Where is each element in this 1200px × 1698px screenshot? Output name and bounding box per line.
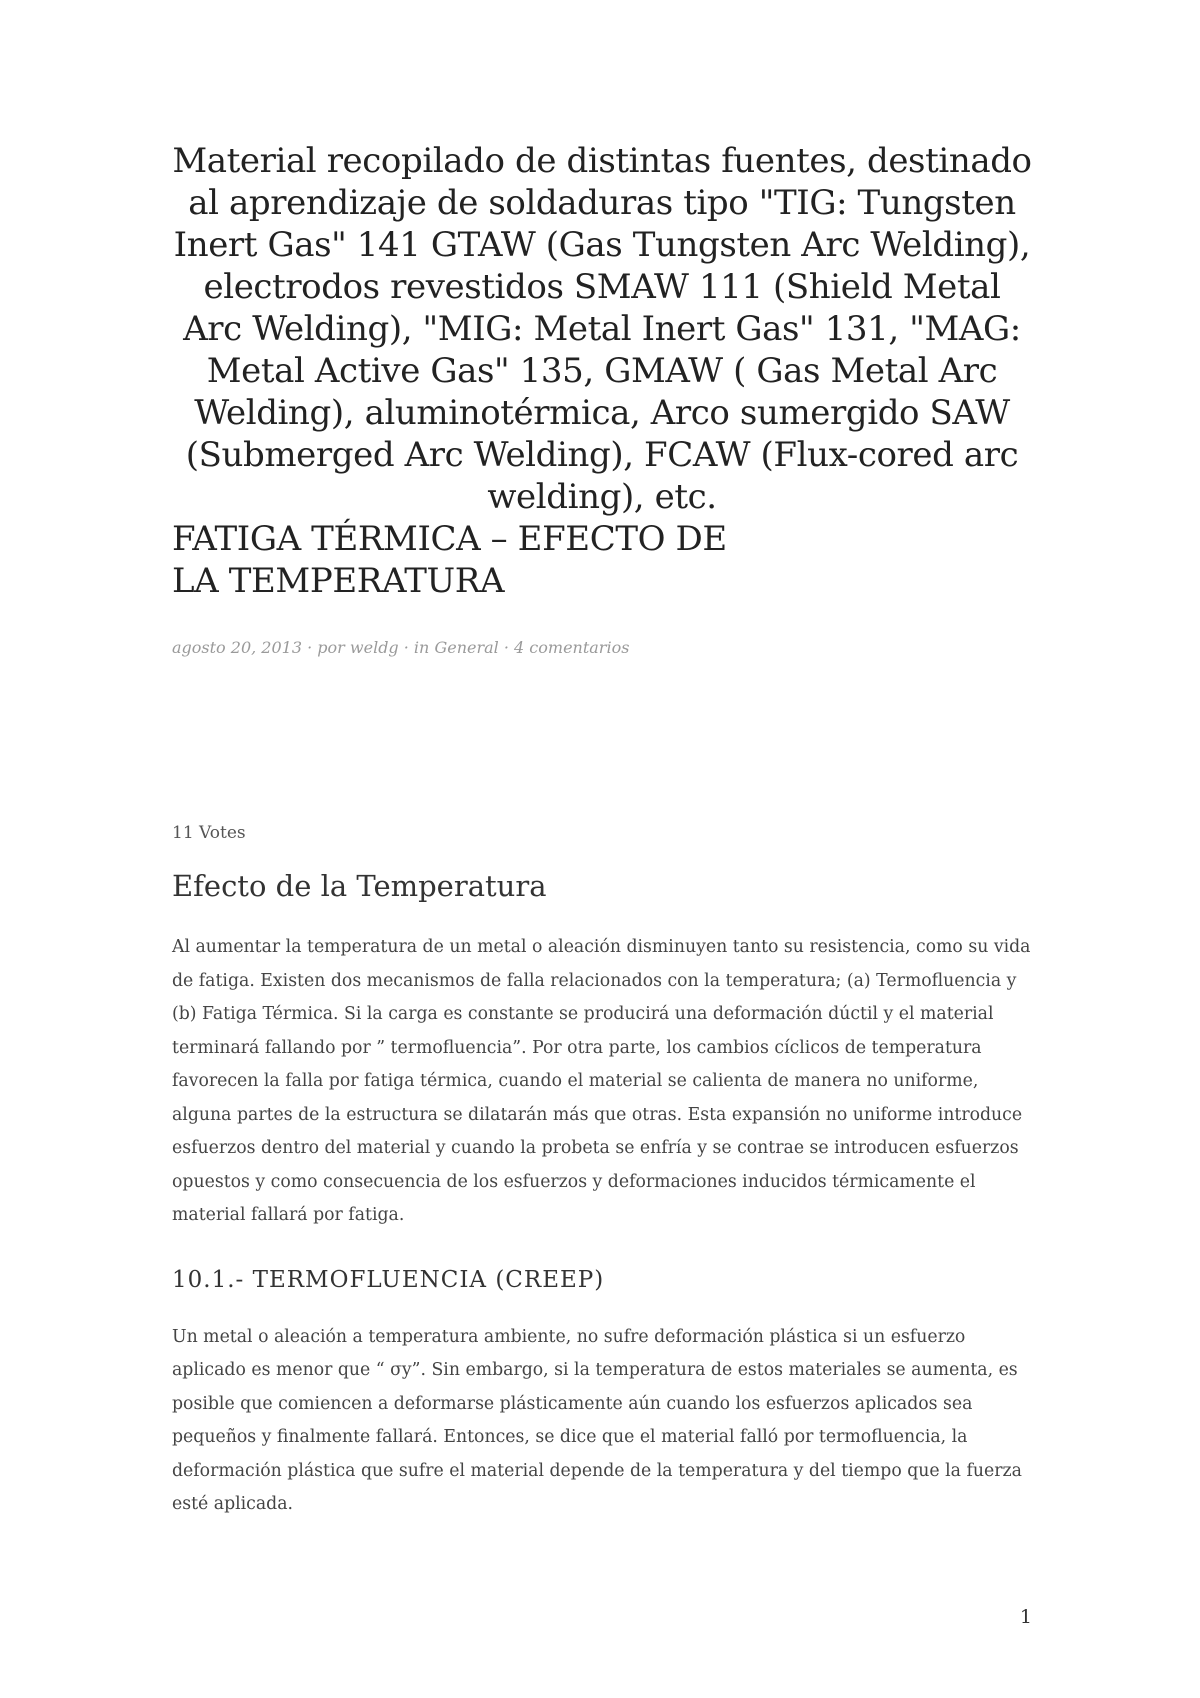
post-category[interactable]: General xyxy=(434,638,499,657)
post-title-line1: FATIGA TÉRMICA – EFECTO DE xyxy=(172,519,727,559)
document-page xyxy=(172,140,1032,1522)
post-title-line2: LA TEMPERATURA xyxy=(172,561,505,601)
paragraph: Un metal o aleación a temperatura ambiente, no sufre deformación plástica si un esfuerzo aplicado es menor que “ σy”. Sin embargo, si la temperatura de estos materiales se aumenta, es posible que comiencen a deformarse plásticamente aún cuando los esfuerzos aplicados sea pequeños y finalmente fallará. Entonces, se dice que el material falló por termofluencia, la deformación plástica que sufre el material depende de la temperatura y del tiempo que la fuerza esté aplicada. xyxy=(172,1326,1022,1514)
meta-separator: · in xyxy=(398,638,435,657)
votes-count: 11 Votes xyxy=(172,823,246,843)
site-title[interactable]: Material recopilado de distintas fuentes, destinado al aprendizaje de soldaduras tipo "TIG: Tungsten Inert Gas" 141 GTAW (Gas Tungsten Arc Welding), electrodos revestidos SMAW 111 (Shield Metal Arc Welding), "MIG: Metal Inert Gas" 131, "MAG: Metal Active Gas" 135, GMAW ( Gas Metal Arc Welding), aluminotérmica, Arco sumergido SAW (Submerged Arc Welding), FCAW (Flux-cored arc welding), etc. xyxy=(172,141,1032,517)
section-subheading: 10.1.- TERMOFLUENCIA (CREEP) xyxy=(172,1266,605,1293)
meta-separator: · xyxy=(498,638,515,657)
post-author[interactable]: weldg xyxy=(349,638,399,657)
section-heading: Efecto de la Temperatura xyxy=(172,869,547,903)
page-number: 1 xyxy=(1019,1606,1032,1628)
post-meta xyxy=(172,638,1032,657)
post-date[interactable]: agosto 20, 2013 xyxy=(172,638,303,657)
post-comments-link[interactable]: 4 comentarios xyxy=(514,638,630,657)
post-title[interactable] xyxy=(172,518,1032,602)
paragraph: Al aumentar la temperatura de un metal o aleación disminuyen tanto su resistencia, como su vida de fatiga. Existen dos mecanismos de falla relacionados con la temperatura; (a) Termofluencia y (b) Fatiga Térmica. Si la carga es constante se producirá una deformación dúctil y el material terminará fallando por ” termofluencia”. Por otra parte, los cambios cíclicos de temperatura favorecen la falla por fatiga térmica, cuando el material se calienta de manera no uniforme, alguna partes de la estructura se dilatarán más que otras. Esta expansión no uniforme introduce esfuerzos dentro del material y cuando la probeta se enfría y se contrae se introducen esfuerzos opuestos y como consecuencia de los esfuerzos y deformaciones inducidos térmicamente el material fallará por fatiga. xyxy=(172,937,1031,1225)
meta-separator: · por xyxy=(302,638,350,657)
